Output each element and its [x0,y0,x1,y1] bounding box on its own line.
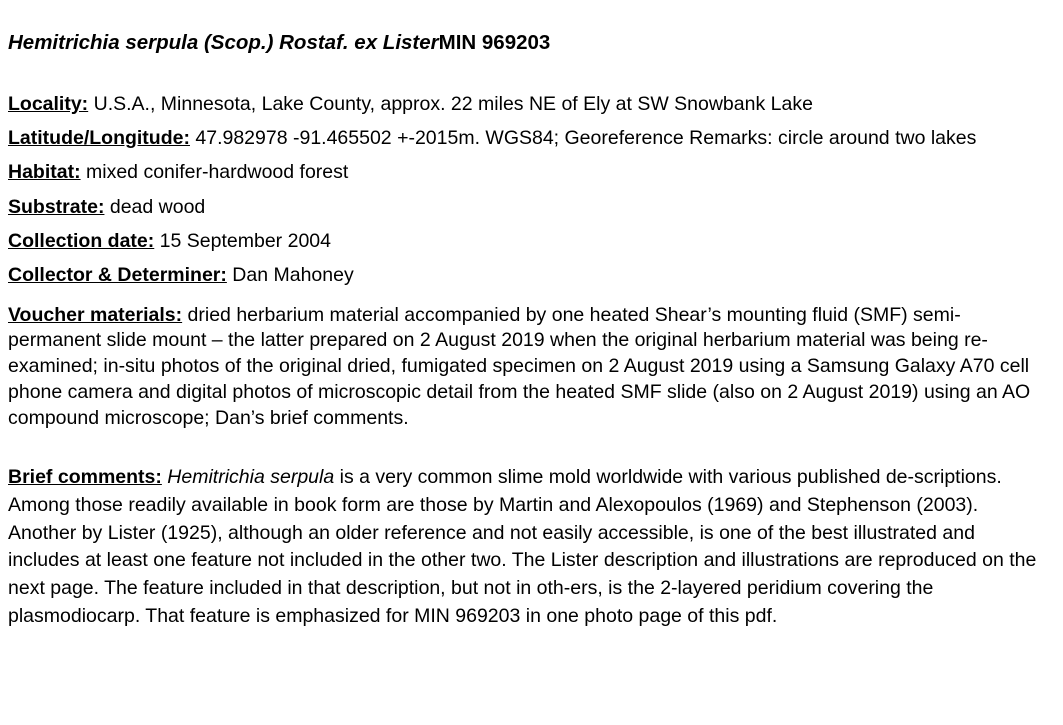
field-collector-determiner-label: Collector & Determiner: [8,264,227,287]
field-substrate-value: dead wood [104,195,206,218]
brief-comments-species-name: Hemitrichia serpula [167,466,335,489]
page-title [8,26,1045,56]
field-latitude-longitude [8,126,1045,151]
brief-comments-block [8,464,1045,630]
field-latitude-longitude-value: 47.982978 -91.465502 +-2015m. WGS84; Georeference Remarks: circle around two lakes [189,126,977,149]
field-locality-label: Locality: [8,92,89,115]
field-collection-date-value: 15 September 2004 [154,230,331,252]
voucher-materials-text: dried herbarium material accompanied by one heated Shear’s mounting fluid (SMF) semi-permanent slide mount – the latter prepared on 2 August 2019 when the original herbarium material was being re-examined; in-situ photos of the original dried, fumigated specimen on 2 August 2019 using a Samsung Galaxy A70 cell phone camera and digital photos of microscopic detail from the heated SMF slide (also on 2 August 2019) using an AO compound microscope; Dan’s brief comments. [8,303,1031,429]
brief-comments-text: is a very common slime mold worldwide with various published de-scriptions. Among those readily available in book form are those by Martin and Alexopoulos (1969) and Stephenson (2003). Another by Lister (1925), although an older reference and not easily accessible, is one of the best illustrated and includes at least one feature not included in the other two. The Lister description and illustrations are reproduced on the next page. The feature included in that description, but not in oth-ers, is the 2-layered peridium covering the plasmodiocarp. That feature is emphasized for MIN 969203 in one photo page of this pdf. [8,466,1037,627]
field-collector-determiner [8,263,1045,288]
field-substrate [8,195,1045,220]
field-substrate-label: Substrate: [8,195,105,218]
field-collector-determiner-value: Dan Mahoney [226,264,354,287]
brief-comments-label: Brief comments: [8,466,162,489]
title-spacer [8,56,1045,92]
field-collection-date [8,229,1045,254]
voucher-materials-block [8,303,1045,432]
field-locality [8,92,1045,117]
field-latitude-longitude-label: Latitude/Longitude: [8,126,190,149]
field-habitat-label: Habitat: [8,161,81,184]
title-accession-number: MIN 969203 [438,31,551,54]
field-collection-date-label: Collection date: [8,230,155,252]
field-habitat [8,160,1045,185]
voucher-materials-label: Voucher materials: [8,303,183,326]
field-locality-value: U.S.A., Minnesota, Lake County, approx. 22 miles NE of Ely at SW Snowbank Lake [88,92,813,115]
title-scientific-name: Hemitrichia serpula (Scop.) Rostaf. ex Lister [8,31,439,54]
field-habitat-value: mixed conifer-hardwood forest [80,161,349,184]
